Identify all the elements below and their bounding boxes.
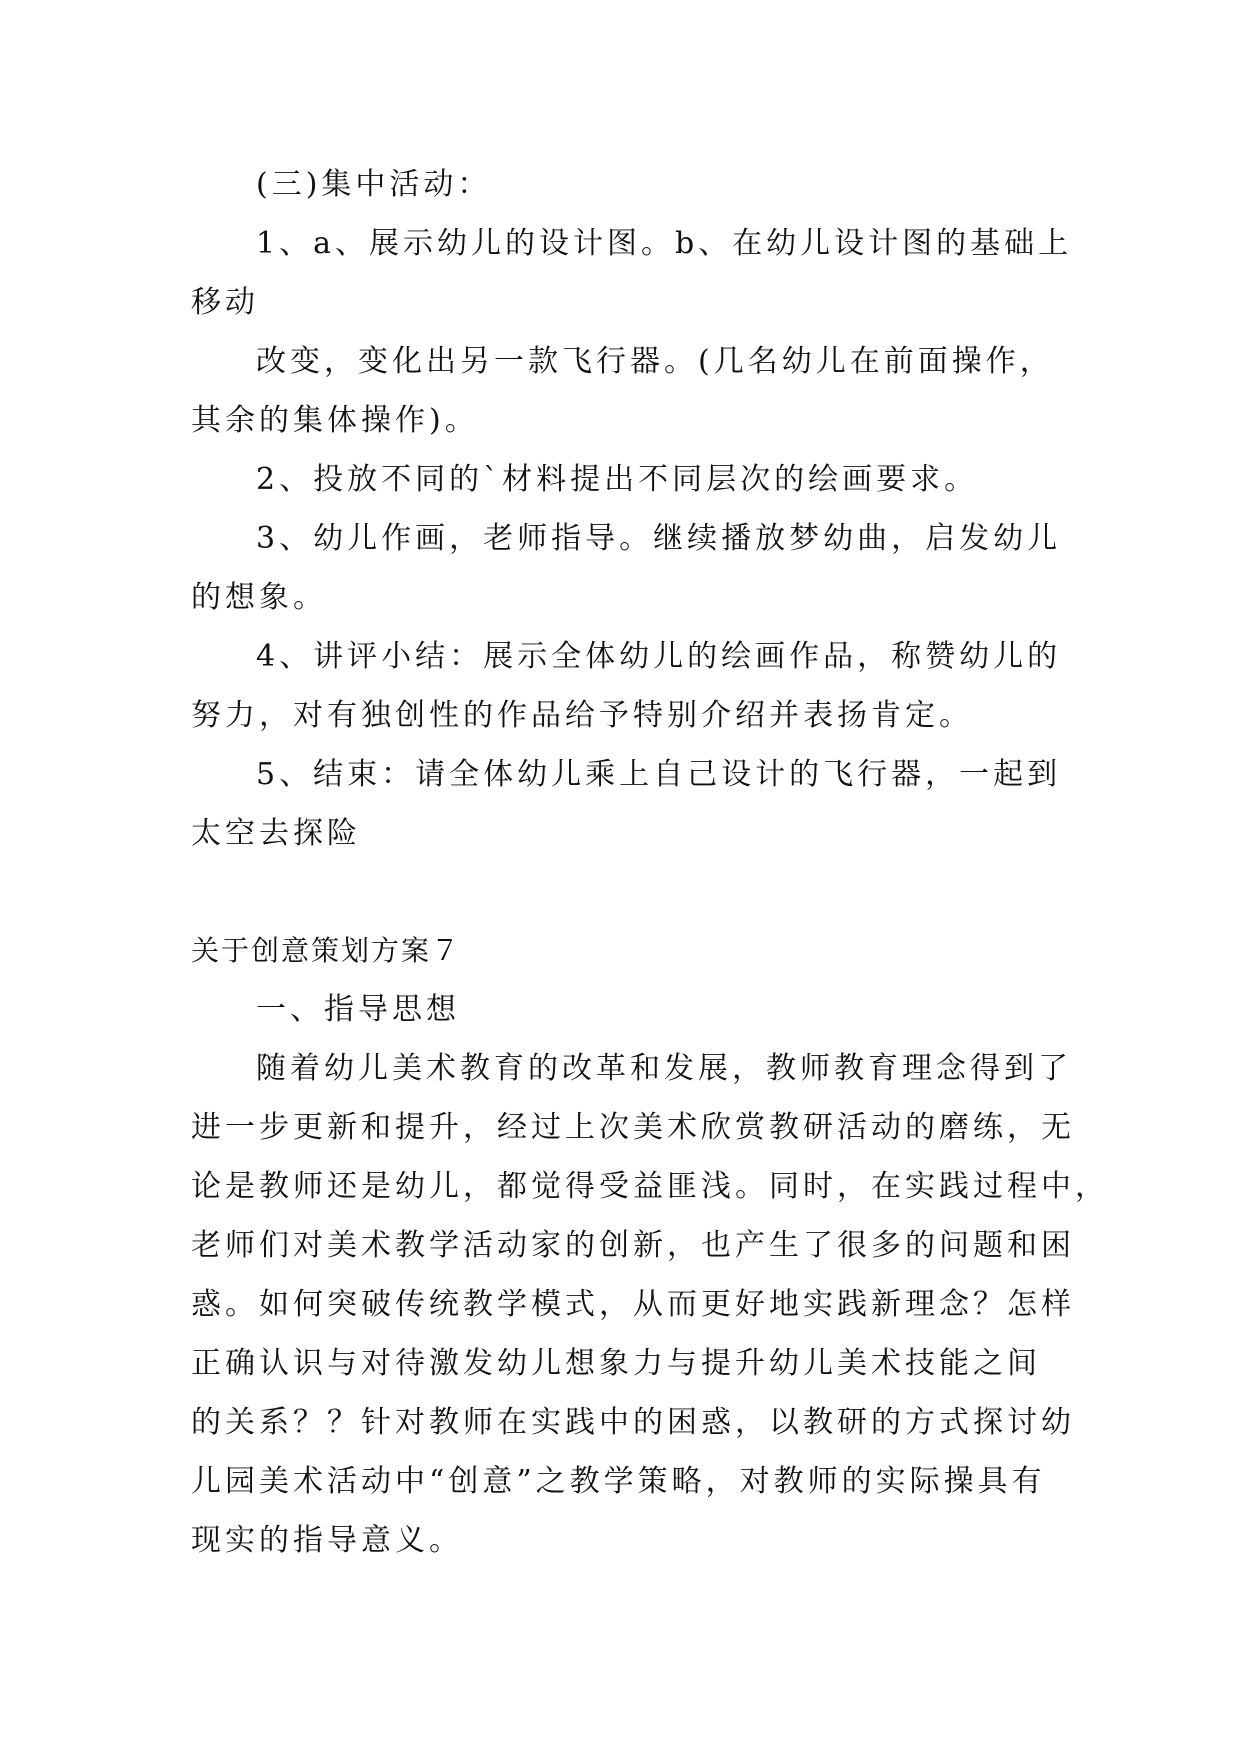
paragraph-line: 儿园美术活动中“创意”之教学策略，对教师的实际操具有 [191,1464,1046,1499]
paragraph-line: 1、a、展示幼儿的设计图。b、在幼儿设计图的基础上 [256,226,1073,261]
subsection-heading: 一、指导思想 [256,992,460,1027]
paragraph-line: 改变，变化出另一款飞行器。(几名幼儿在前面操作， [256,344,1054,379]
paragraph-line: (三)集中活动： [256,167,492,202]
paragraph-line: 其余的集体操作)。 [191,403,479,438]
paragraph-line: 太空去探险 [191,816,361,851]
paragraph-line: 进一步更新和提升，经过上次美术欣赏教研活动的磨练，无 [191,1110,1075,1145]
paragraph-line: 现实的指导意义。 [191,1523,463,1558]
section-heading: 关于创意策划方案７ [191,934,462,967]
paragraph-line: 随着幼儿美术教育的改革和发展，教师教育理念得到了 [256,1051,1072,1086]
paragraph-line: 4、讲评小结：展示全体幼儿的绘画作品，称赞幼儿的 [256,639,1062,674]
paragraph-line: 5、结束：请全体幼儿乘上自己设计的飞行器，一起到 [256,757,1062,792]
paragraph-line: 论是教师还是幼儿，都觉得受益匪浅。同时，在实践过程中， [191,1169,1109,1204]
paragraph-line: 惑。如何突破传统教学模式，从而更好地实践新理念？怎样 [191,1287,1075,1322]
paragraph-line: 的关系？？针对教师在实践中的困惑，以教研的方式探讨幼 [191,1405,1075,1440]
paragraph-line: 的想象。 [191,580,327,615]
paragraph-line: 老师们对美术教学活动家的创新，也产生了很多的问题和困 [191,1228,1075,1263]
paragraph-line: 移动 [191,285,259,320]
paragraph-line: 2、投放不同的`材料提出不同层次的绘画要求。 [256,462,979,497]
paragraph-line: 努力，对有独创性的作品给予特别介绍并表扬肯定。 [191,698,973,733]
paragraph-line: 3、幼儿作画，老师指导。继续播放梦幼曲，启发幼儿 [256,521,1062,556]
paragraph-line: 正确认识与对待激发幼儿想象力与提升幼儿美术技能之间 [191,1346,1041,1381]
